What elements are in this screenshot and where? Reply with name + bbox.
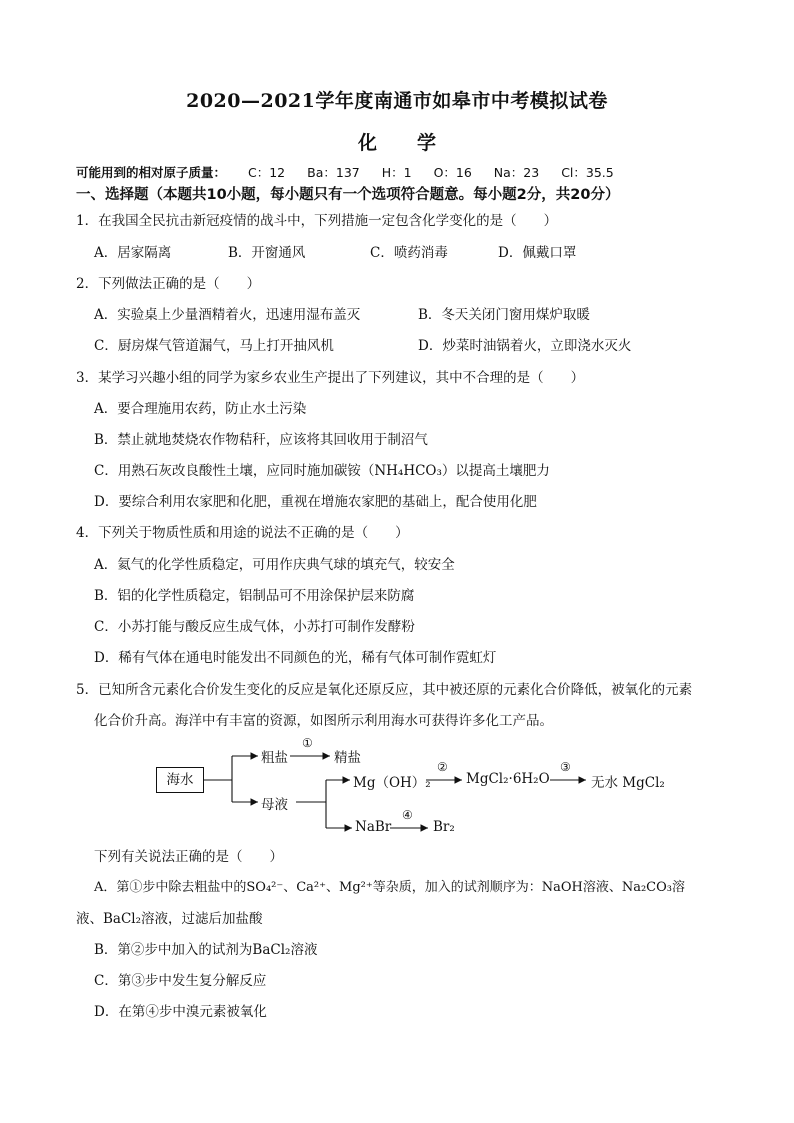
q4-option-a: A．氦气的化学性质稳定，可用作庆典气球的填充气，较安全 <box>94 557 455 573</box>
q2-option-c: C．厨房煤气管道漏气，马上打开抽风机 <box>94 338 334 354</box>
step1-marker: ① <box>302 736 313 750</box>
q5-option-c: C．第③步中发生复分解反应 <box>94 973 267 989</box>
atomic-mass-line <box>76 163 614 181</box>
q4-option-d: D．稀有气体在通电时能发出不同颜色的光，稀有气体可制作霓虹灯 <box>94 650 497 666</box>
step4-marker: ④ <box>402 808 413 822</box>
q5-stem-line1: 5．已知所含元素化合价发生变化的反应是氧化还原反应，其中被还原的元素化合价降低，被氧化的元素 <box>76 682 693 698</box>
br2-label: Br₂ <box>433 819 455 835</box>
crude-salt-label: 粗盐 <box>261 750 288 766</box>
q5-option-a-line1: A．第①步中除去粗盐中的SO₄²⁻、Ca²⁺、Mg²⁺等杂质，加入的试剂顺序为：NaOH溶液、Na₂CO₃溶 <box>94 880 685 895</box>
q5-option-b: B．第②步中加入的试剂为BaCl₂溶液 <box>94 942 318 958</box>
q2-option-a: A．实验桌上少量酒精着火，迅速用湿布盖灭 <box>94 307 361 323</box>
q2-option-d: D．炒菜时油锅着火，立即浇水灭火 <box>418 338 632 354</box>
q1-option-a: A．居家隔离 <box>94 245 172 261</box>
mgcl2-hydrate-label: MgCl₂·6H₂O <box>466 771 550 787</box>
refined-salt-label: 精盐 <box>334 750 361 766</box>
exam-title: 2020—2021学年度南通市如皋市中考模拟试卷 <box>186 90 608 112</box>
mother-liquor-label: 母液 <box>261 797 288 813</box>
q4-option-b: B．铝的化学性质稳定，铝制品可不用涂保护层来防腐 <box>94 588 415 604</box>
q1-option-b: B．开窗通风 <box>228 245 306 261</box>
q3-stem: 3．某学习兴趣小组的同学为家乡农业生产提出了下列建议，其中不合理的是（ ） <box>76 370 585 386</box>
atomic-mass-o: O：16 <box>433 165 472 180</box>
q3-option-b: B．禁止就地焚烧农作物秸秆，应该将其回收用于制沼气 <box>94 432 428 448</box>
atomic-mass-cl: Cl：35.5 <box>561 165 614 180</box>
step3-marker: ③ <box>560 760 571 774</box>
q2-stem: 2．下列做法正确的是（ ） <box>76 276 261 292</box>
q1-option-d: D．佩戴口罩 <box>498 245 577 261</box>
step2-marker: ② <box>437 760 448 774</box>
q3-option-d: D．要综合利用农家肥和化肥，重视在增施农家肥的基础上，配合使用化肥 <box>94 494 537 510</box>
subject-title: 化学 <box>357 132 476 154</box>
mgoh2-label: Mg（OH）₂ <box>353 775 431 791</box>
seawater-flow-diagram <box>150 738 710 838</box>
q4-option-c: C．小苏打能与酸反应生成气体，小苏打可制作发酵粉 <box>94 619 415 635</box>
atomic-mass-c: C：12 <box>248 165 286 180</box>
q5-option-d: D．在第④步中溴元素被氧化 <box>94 1004 267 1020</box>
atomic-mass-ba: Ba：137 <box>307 165 360 180</box>
q1-stem: 1．在我国全民抗击新冠疫情的战斗中，下列措施一定包含化学变化的是（ ） <box>76 213 558 229</box>
q5-stem-line2: 化合价升高。海洋中有丰富的资源，如图所示利用海水可获得许多化工产品。 <box>94 713 553 729</box>
q3-option-a: A．要合理施用农药，防止水土污染 <box>94 401 307 417</box>
q4-stem: 4．下列关于物质性质和用途的说法不正确的是（ ） <box>76 525 409 541</box>
q5-option-a-line2: 液、BaCl₂溶液，过滤后加盐酸 <box>76 911 263 927</box>
seawater-box: 海水 <box>156 767 204 793</box>
section-heading: 一、选择题（本题共10小题，每小题只有一个选项符合题意。每小题2分，共20分） <box>76 187 620 203</box>
anhydrous-mgcl2-label: 无水 MgCl₂ <box>591 775 665 791</box>
atomic-mass-h: H：1 <box>381 165 412 180</box>
nabr-label: NaBr <box>355 819 392 835</box>
q5-prompt: 下列有关说法正确的是（ ） <box>94 849 283 865</box>
atomic-mass-na: Na：23 <box>493 165 540 180</box>
atomic-mass-label: 可能用到的相对原子质量： <box>76 165 227 180</box>
q2-option-b: B．冬天关闭门窗用煤炉取暖 <box>418 307 590 323</box>
q1-option-c: C．喷药消毒 <box>370 245 448 261</box>
q3-option-c: C．用熟石灰改良酸性土壤，应同时施加碳铵（NH₄HCO₃）以提高土壤肥力 <box>94 463 550 479</box>
